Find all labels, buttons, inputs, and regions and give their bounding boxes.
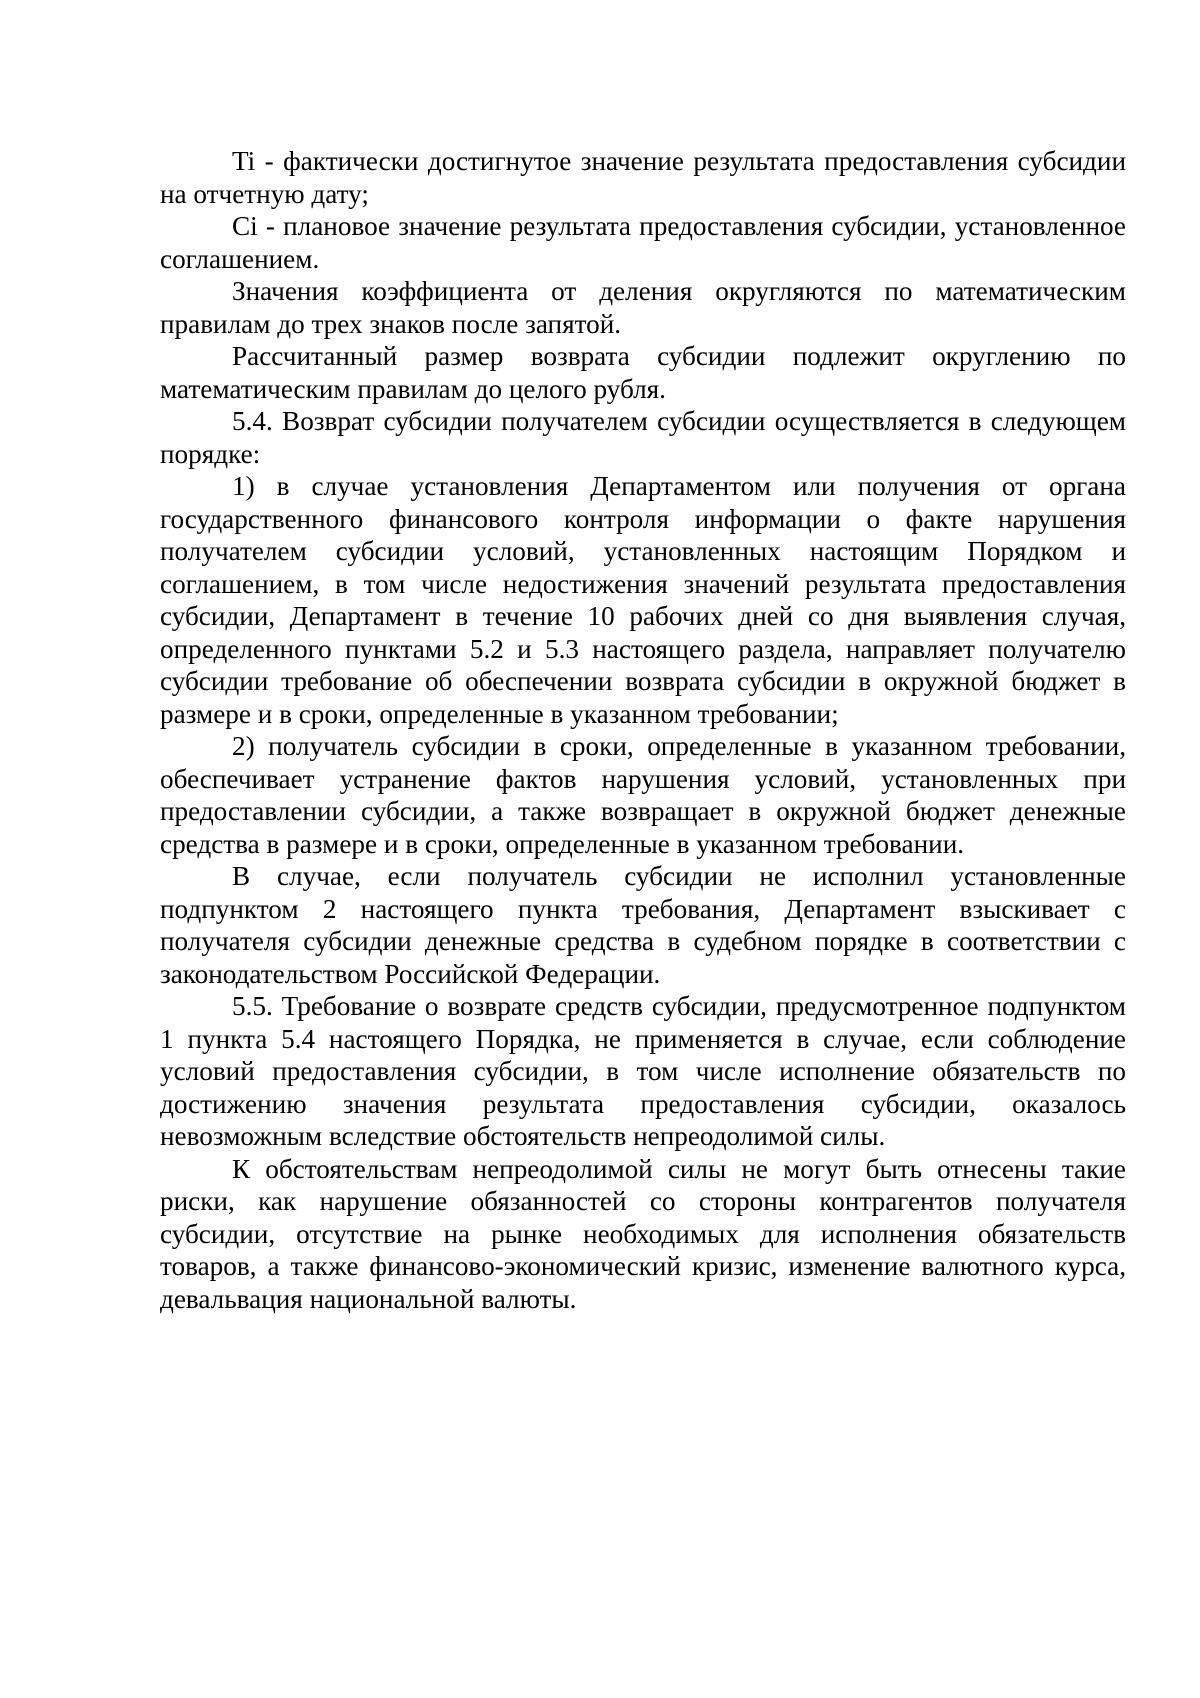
paragraph-clause-5-4: 5.4. Возврат субсидии получателем субсидии осуществляется в следующем порядке: xyxy=(160,406,1126,469)
paragraph-ci-definition: Ci - плановое значение результата предоставления субсидии, установленное соглашением. xyxy=(160,211,1126,274)
paragraph-clause-5-5: 5.5. Требование о возврате средств субсидии, предусмотренное подпунктом 1 пункта 5.4 настоящего Порядка, не применяется в случае, если соблюдение условий предоставления субсидии, в том числе исполнение обязательств по достижению значения результата предоставления субсидии, оказалось невозможным вследствие обстоятельств непреодолимой силы. xyxy=(160,991,1126,1151)
paragraph-ti-definition: Ti - фактически достигнутое значение результата предоставления субсидии на отчетную дату; xyxy=(160,146,1126,209)
paragraph-force-majeure: К обстоятельствам непреодолимой силы не могут быть отнесены такие риски, как нарушение обязанностей со стороны контрагентов получателя субсидии, отсутствие на рынке необходимых для исполнения обязательств товаров, а также финансово-экономический кризис, изменение валютного курса, девальвация национальной валюты. xyxy=(160,1153,1126,1314)
paragraph-clause-5-4-item-1: 1) в случае установления Департаментом или получения от органа государственного финансового контроля информации о факте нарушения получателем субсидии условий, установленных настоящим Порядком и соглашением, в том числе недостижения значений результата предоставления субсидии, Департамент в течение 10 рабочих дней со дня выявления случая, определенного пунктами 5.2 и 5.3 настоящего раздела, направляет получателю субсидии требование об обеспечении возврата субсидии в окружной бюджет в размере и в сроки, определенные в указанном требовании; xyxy=(160,471,1126,729)
paragraph-court-recovery: В случае, если получатель субсидии не исполнил установленные подпунктом 2 настоящего пункта требования, Департамент взыскивает с получателя субсидии денежные средства в судебном порядке в соответствии с законодательством Российской Федерации. xyxy=(160,861,1126,989)
paragraph-clause-5-4-item-2: 2) получатель субсидии в сроки, определенные в указанном требовании, обеспечивает устранение фактов нарушения условий, установленных при предоставлении субсидии, а также возвращает в окружной бюджет денежные средства в размере и в сроки, определенные в указанном требовании. xyxy=(160,731,1126,859)
paragraph-rounding-refund: Рассчитанный размер возврата субсидии подлежит округлению по математическим правилам до целого рубля. xyxy=(160,341,1126,404)
paragraph-rounding-coefficient: Значения коэффициента от деления округляются по математическим правилам до трех знаков после запятой. xyxy=(160,276,1126,339)
document-body xyxy=(160,145,1126,1315)
